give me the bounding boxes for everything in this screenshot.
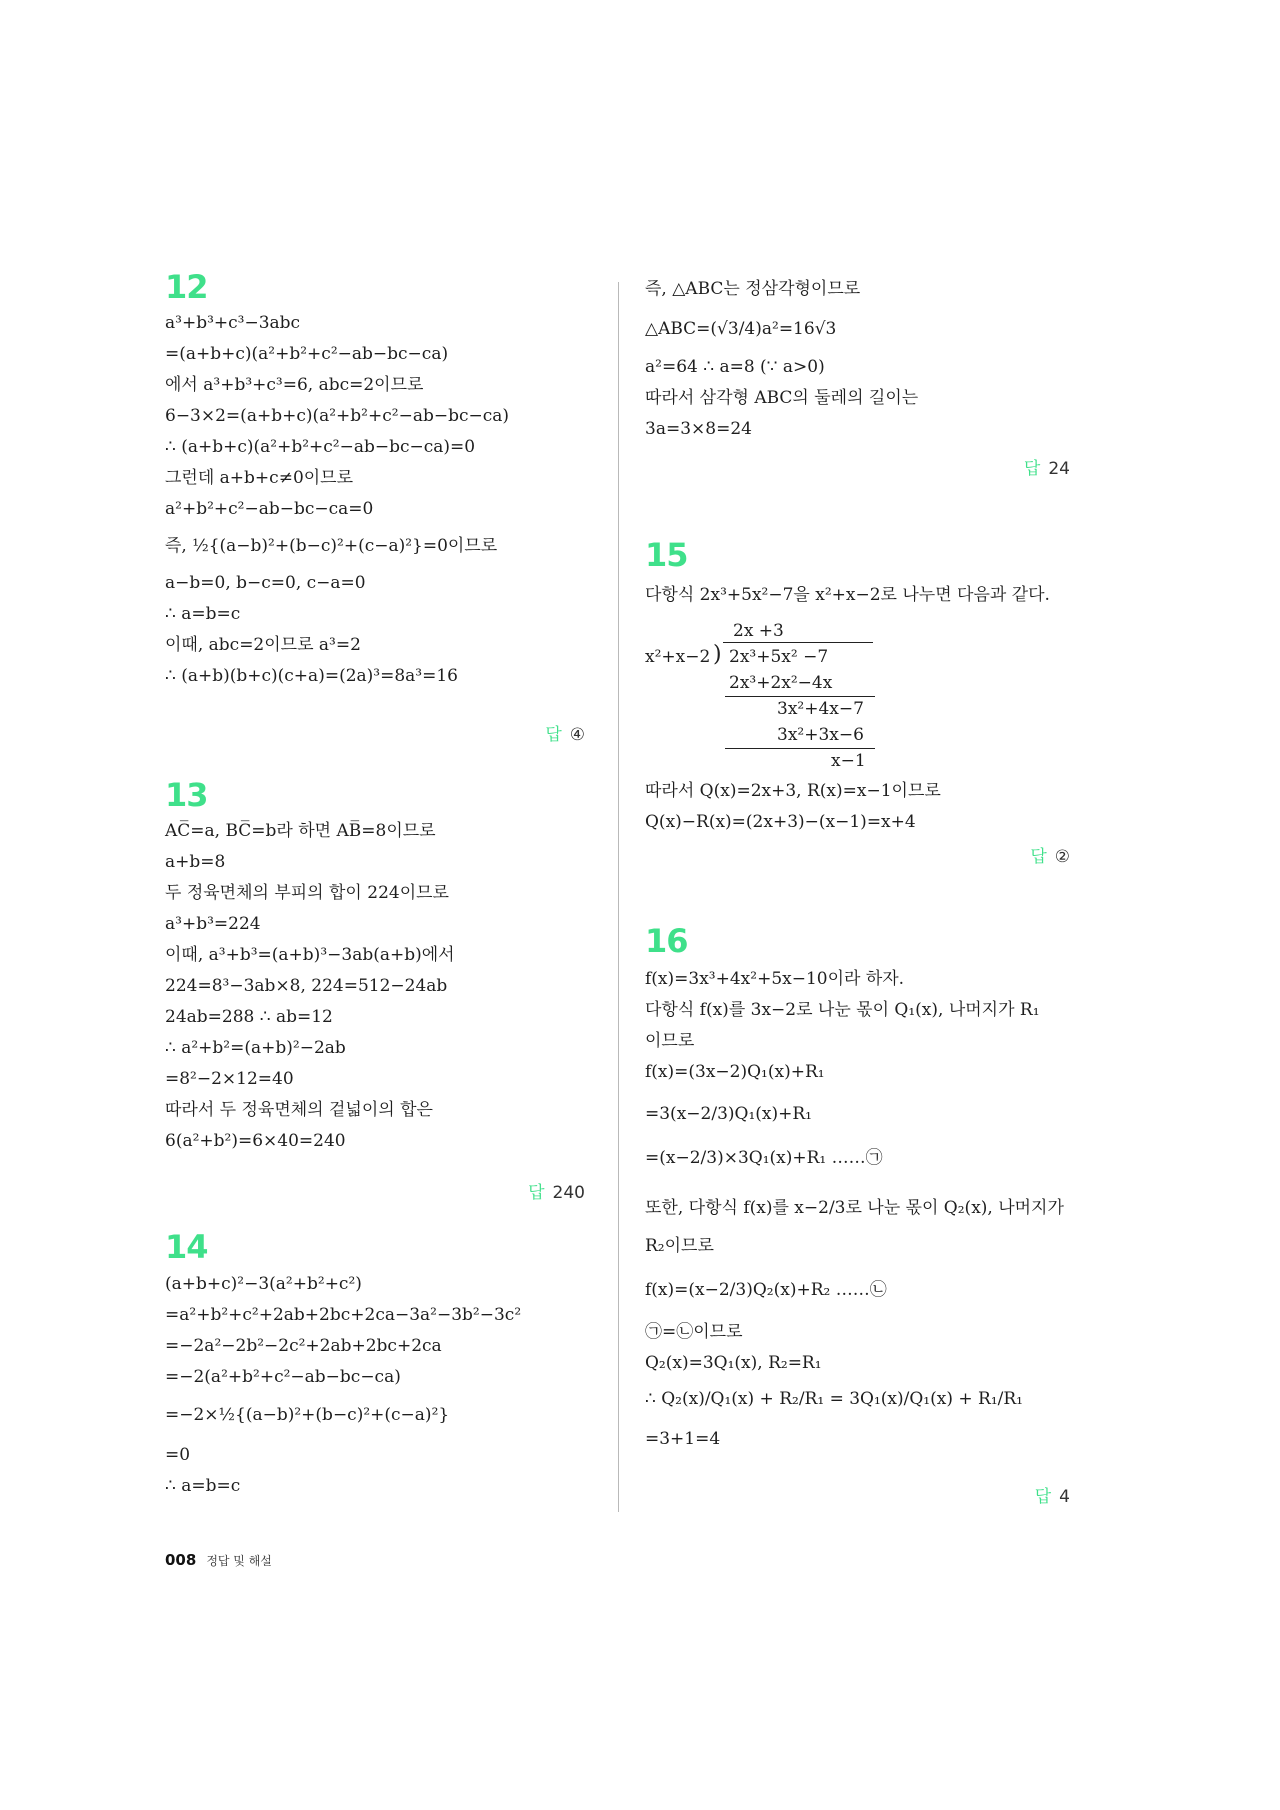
- solution-line: ∴ a=b=c: [165, 1476, 241, 1496]
- solution-line: 이때, a³+b³=(a+b)³−3ab(a+b)에서: [165, 945, 455, 965]
- solution-line: =3(x−2/3)Q₁(x)+R₁: [645, 1104, 812, 1124]
- solution-line: a²=64 ∴ a=8 (∵ a>0): [645, 357, 825, 377]
- division-step3: 3x²+3x−6: [777, 725, 864, 745]
- division-quotient: 2x +3: [733, 621, 784, 641]
- solution-line: 에서 a³+b³+c³=6, abc=2이므로: [165, 375, 424, 395]
- answer-14: [1024, 454, 1070, 479]
- problem-15-intro: 다항식 2x³+5x²−7을 x²+x−2로 나누면 다음과 같다.: [645, 585, 1050, 605]
- solution-line: =0: [165, 1445, 191, 1465]
- division-divisor: x²+x−2: [645, 647, 711, 667]
- answer-label: 답: [1030, 847, 1047, 867]
- solution-line: 이때, abc=2이므로 a³=2: [165, 635, 361, 655]
- solution-line: 따라서 Q(x)=2x+3, R(x)=x−1이므로: [645, 781, 941, 801]
- problem-number-14: 14: [165, 1228, 208, 1266]
- solution-line: 즉, ½{(a−b)²+(b−c)²+(c−a)²}=0이므로: [165, 536, 498, 556]
- page-number: 008: [165, 1551, 197, 1569]
- solution-line: a³+b³=224: [165, 914, 261, 934]
- answer-label: 답: [1034, 1487, 1052, 1507]
- division-bracket: ): [713, 642, 722, 667]
- solution-line: △ABC=(√3/4)a²=16√3: [645, 319, 837, 339]
- solution-line: R₂이므로: [645, 1236, 714, 1256]
- solution-line: =3+1=4: [645, 1429, 721, 1449]
- problem-number-16: 16: [645, 922, 688, 960]
- solution-line: Q(x)−R(x)=(2x+3)−(x−1)=x+4: [645, 812, 916, 832]
- solution-line: f(x)=3x³+4x²+5x−10이라 하자.: [645, 969, 905, 989]
- solution-line: 6(a²+b²)=6×40=240: [165, 1131, 346, 1151]
- answer-label: 답: [545, 725, 562, 745]
- solution-line: ∴ a=b=c: [165, 604, 241, 624]
- division-step1: 2x³+2x²−4x: [729, 673, 833, 693]
- division-dividend: 2x³+5x² −7: [729, 647, 829, 667]
- answer-16: [1035, 1482, 1070, 1507]
- division-bar: [723, 642, 873, 643]
- answer-value: 240: [552, 1183, 585, 1203]
- solution-line: =−2(a²+b²+c²−ab−bc−ca): [165, 1367, 401, 1387]
- solution-line: Q₂(x)=3Q₁(x), R₂=R₁: [645, 1353, 822, 1373]
- solution-line: =(a+b+c)(a²+b²+c²−ab−bc−ca): [165, 344, 449, 364]
- problem-number-15: 15: [645, 536, 688, 574]
- solution-line: (a+b+c)²−3(a²+b²+c²): [165, 1274, 362, 1294]
- page-footer: [165, 1550, 272, 1569]
- solution-line: =−2a²−2b²−2c²+2ab+2bc+2ca: [165, 1336, 442, 1356]
- solution-line: 6−3×2=(a+b+c)(a²+b²+c²−ab−bc−ca): [165, 406, 510, 426]
- solution-line: 그런데 a+b+c≠0이므로: [165, 468, 354, 488]
- solution-line: ∴ (a+b+c)(a²+b²+c²−ab−bc−ca)=0: [165, 437, 476, 457]
- solution-line: =a²+b²+c²+2ab+2bc+2ca−3a²−3b²−3c²: [165, 1305, 522, 1325]
- division-step2: 3x²+4x−7: [777, 699, 864, 719]
- division-rule-1: [725, 696, 875, 697]
- answer-value: ②: [1054, 847, 1070, 867]
- division-rule-2: [725, 748, 875, 749]
- answer-13: [528, 1178, 585, 1203]
- solution-line: 다항식 f(x)를 3x−2로 나눈 몫이 Q₁(x), 나머지가 R₁: [645, 1000, 1040, 1020]
- solution-line: f(x)=(3x−2)Q₁(x)+R₁: [645, 1062, 825, 1082]
- division-remainder: x−1: [831, 751, 866, 771]
- solution-line: 따라서 두 정육면체의 겉넓이의 합은: [165, 1100, 433, 1120]
- page-footer-title: 정답 및 해설: [206, 1554, 272, 1568]
- answer-12: [545, 720, 585, 745]
- solution-line: a+b=8: [165, 852, 226, 872]
- answer-value: ④: [569, 725, 585, 745]
- answer-label: 답: [528, 1183, 545, 1203]
- solution-line: ∴ a²+b²=(a+b)²−2ab: [165, 1038, 346, 1058]
- solution-line: 또한, 다항식 f(x)를 x−2/3로 나눈 몫이 Q₂(x), 나머지가: [645, 1198, 1064, 1218]
- solution-line: 24ab=288 ∴ ab=12: [165, 1007, 333, 1027]
- solution-line: f(x)=(x−2/3)Q₂(x)+R₂ ……㉡: [645, 1280, 887, 1300]
- solution-line: 3a=3×8=24: [645, 419, 752, 439]
- answer-label: 답: [1023, 459, 1041, 479]
- problem-number-12: 12: [165, 268, 208, 306]
- solution-line: 이므로: [645, 1031, 695, 1051]
- solution-line: 즉, △ABC는 정삼각형이므로: [645, 279, 861, 299]
- solution-line: =8²−2×12=40: [165, 1069, 294, 1089]
- solution-line: a²+b²+c²−ab−bc−ca=0: [165, 499, 374, 519]
- solution-line: ∴ Q₂(x)/Q₁(x) + R₂/R₁ = 3Q₁(x)/Q₁(x) + R₁/R₁: [645, 1389, 1023, 1409]
- answer-value: 4: [1059, 1487, 1070, 1507]
- solution-line: 224=8³−3ab×8, 224=512−24ab: [165, 976, 448, 996]
- long-division: [645, 620, 905, 770]
- solution-line: 따라서 삼각형 ABC의 둘레의 길이는: [645, 388, 919, 408]
- problem-number-13: 13: [165, 776, 208, 814]
- column-divider: [618, 282, 619, 1512]
- solution-line: AC̅=a, BC̅=b라 하면 AB̅=8이므로: [165, 821, 436, 841]
- solution-line: a³+b³+c³−3abc: [165, 313, 301, 333]
- solution-line: 두 정육면체의 부피의 합이 224이므로: [165, 883, 449, 903]
- answer-15: [1030, 842, 1070, 867]
- answer-value: 24: [1048, 459, 1070, 479]
- solution-line: ∴ (a+b)(b+c)(c+a)=(2a)³=8a³=16: [165, 666, 458, 686]
- solution-line: =−2×½{(a−b)²+(b−c)²+(c−a)²}: [165, 1405, 450, 1425]
- solution-line: a−b=0, b−c=0, c−a=0: [165, 573, 366, 593]
- solution-line: ㉠=㉡이므로: [645, 1322, 743, 1342]
- solution-line: =(x−2/3)×3Q₁(x)+R₁ ……㉠: [645, 1148, 883, 1168]
